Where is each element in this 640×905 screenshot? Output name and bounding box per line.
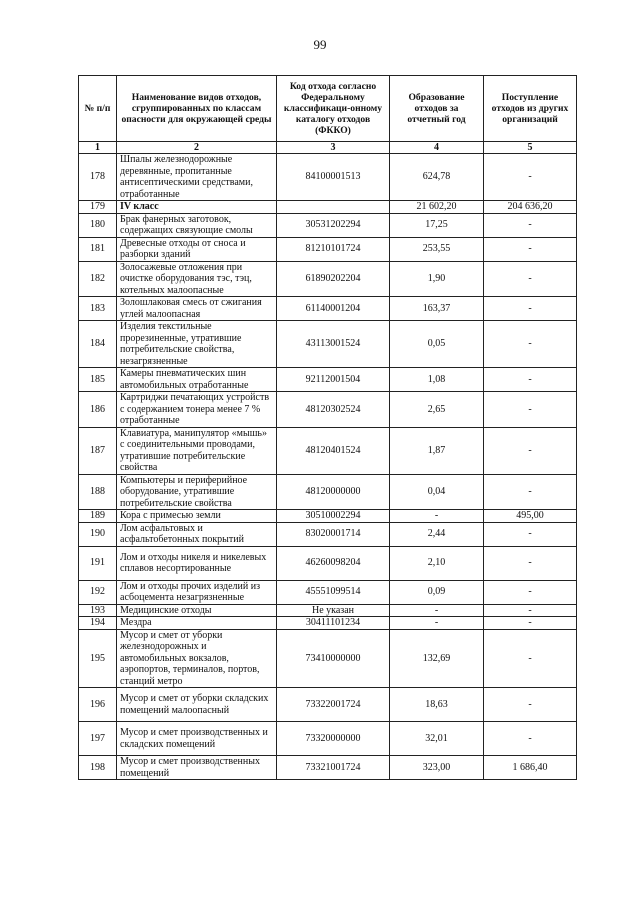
table-row — [79, 368, 577, 392]
formed-amount: 18,63 — [390, 688, 484, 722]
fkko-code: 92112001504 — [277, 368, 390, 392]
fkko-code: 83020001714 — [277, 522, 390, 546]
waste-name: Золошлаковая смесь от сжигания углей малоопасная — [117, 297, 277, 321]
row-number: 187 — [79, 427, 117, 474]
formed-amount: 1,87 — [390, 427, 484, 474]
column-number-row — [79, 142, 577, 154]
row-number: 194 — [79, 617, 117, 630]
row-number: 180 — [79, 213, 117, 237]
formed-amount: 2,65 — [390, 392, 484, 428]
received-amount: - — [484, 580, 577, 604]
table-row — [79, 617, 577, 630]
formed-amount: 2,10 — [390, 546, 484, 580]
row-number: 185 — [79, 368, 117, 392]
waste-name: Мусор и смет от уборки железнодорожных и автомобильных вокзалов, аэропортов, терминалов, портов, станций метро — [117, 629, 277, 688]
waste-name: Компьютеры и периферийное оборудование, утратившие потребительские свойства — [117, 474, 277, 510]
page-number: 99 — [313, 37, 327, 52]
received-amount: - — [484, 321, 577, 368]
waste-name: Шпалы железнодорожные деревянные, пропитанные антисептическими средствами, отработанные — [117, 154, 277, 201]
fkko-code: Не указан — [277, 604, 390, 617]
fkko-code: 73321001724 — [277, 756, 390, 780]
formed-amount: 0,04 — [390, 474, 484, 510]
table-row — [79, 201, 577, 214]
formed-amount: 132,69 — [390, 629, 484, 688]
column-number: 5 — [484, 142, 577, 154]
waste-name: Мусор и смет производственных помещений — [117, 756, 277, 780]
fkko-code: 73322001724 — [277, 688, 390, 722]
table-row — [79, 604, 577, 617]
received-amount: - — [484, 427, 577, 474]
waste-name: Медицинские отходы — [117, 604, 277, 617]
waste-name: Древесные отходы от сноса и разборки зданий — [117, 237, 277, 261]
table-row — [79, 629, 577, 688]
received-amount: - — [484, 368, 577, 392]
fkko-code: 48120000000 — [277, 474, 390, 510]
fkko-code: 73410000000 — [277, 629, 390, 688]
row-number: 197 — [79, 722, 117, 756]
fkko-code: 73320000000 — [277, 722, 390, 756]
received-amount: - — [484, 154, 577, 201]
row-number: 181 — [79, 237, 117, 261]
table-row — [79, 261, 577, 297]
received-amount: - — [484, 261, 577, 297]
table-row — [79, 474, 577, 510]
header-number: № п/п — [79, 76, 117, 142]
row-number: 179 — [79, 201, 117, 214]
received-amount: - — [484, 617, 577, 630]
fkko-code: 48120401524 — [277, 427, 390, 474]
received-amount: 1 686,40 — [484, 756, 577, 780]
waste-name: Лом и отходы никеля и никелевых сплавов несортированные — [117, 546, 277, 580]
table-row — [79, 321, 577, 368]
table-row — [79, 688, 577, 722]
formed-amount: - — [390, 510, 484, 523]
waste-name: IV класс — [117, 201, 277, 214]
table-row — [79, 237, 577, 261]
received-amount: - — [484, 522, 577, 546]
table-row — [79, 427, 577, 474]
waste-name: Картриджи печатающих устройств с содержанием тонера менее 7 % отработанные — [117, 392, 277, 428]
row-number: 183 — [79, 297, 117, 321]
column-number: 4 — [390, 142, 484, 154]
row-number: 190 — [79, 522, 117, 546]
waste-name: Мусор и смет производственных и складских помещений — [117, 722, 277, 756]
table-row — [79, 580, 577, 604]
table-body — [79, 154, 577, 780]
waste-name: Мездра — [117, 617, 277, 630]
fkko-code: 30510002294 — [277, 510, 390, 523]
received-amount: - — [484, 213, 577, 237]
table-row — [79, 756, 577, 780]
formed-amount: 1,90 — [390, 261, 484, 297]
received-amount: 204 636,20 — [484, 201, 577, 214]
waste-name: Золосажевые отложения при очистке оборудования тэс, тэц, котельных малоопасные — [117, 261, 277, 297]
fkko-code: 61140001204 — [277, 297, 390, 321]
waste-name: Лом асфальтовых и асфальтобетонных покрытий — [117, 522, 277, 546]
formed-amount: 2,44 — [390, 522, 484, 546]
fkko-code: 48120302524 — [277, 392, 390, 428]
column-number: 1 — [79, 142, 117, 154]
column-number: 3 — [277, 142, 390, 154]
table-row — [79, 154, 577, 201]
formed-amount: 0,05 — [390, 321, 484, 368]
header-waste-name: Наименование видов отходов, сгруппированных по классам опасности для окружающей среды — [117, 76, 277, 142]
fkko-code: 84100001513 — [277, 154, 390, 201]
formed-amount: 1,08 — [390, 368, 484, 392]
row-number: 186 — [79, 392, 117, 428]
table-row — [79, 213, 577, 237]
row-number: 189 — [79, 510, 117, 523]
formed-amount: - — [390, 604, 484, 617]
received-amount: - — [484, 237, 577, 261]
row-number: 188 — [79, 474, 117, 510]
row-number: 191 — [79, 546, 117, 580]
formed-amount: 624,78 — [390, 154, 484, 201]
table-row — [79, 546, 577, 580]
received-amount: - — [484, 474, 577, 510]
fkko-code: 30531202294 — [277, 213, 390, 237]
column-number: 2 — [117, 142, 277, 154]
header-fkko-code: Код отхода согласно Федеральному классификаци-онному каталогу отходов (ФККО) — [277, 76, 390, 142]
waste-name: Клавиатура, манипулятор «мышь» с соединительными проводами, утратившие потребительские свойства — [117, 427, 277, 474]
row-number: 182 — [79, 261, 117, 297]
formed-amount: 0,09 — [390, 580, 484, 604]
row-number: 184 — [79, 321, 117, 368]
received-amount: 495,00 — [484, 510, 577, 523]
table-header — [79, 76, 577, 154]
received-amount: - — [484, 629, 577, 688]
waste-name: Брак фанерных заготовок, содержащих связующие смолы — [117, 213, 277, 237]
received-amount: - — [484, 546, 577, 580]
row-number: 196 — [79, 688, 117, 722]
row-number: 198 — [79, 756, 117, 780]
formed-amount: 32,01 — [390, 722, 484, 756]
waste-name: Изделия текстильные прорезиненные, утратившие потребительские свойства, незагрязненные — [117, 321, 277, 368]
header-received: Поступление отходов из других организаций — [484, 76, 577, 142]
header-formed: Образование отходов за отчетный год — [390, 76, 484, 142]
waste-name: Камеры пневматических шин автомобильных отработанные — [117, 368, 277, 392]
received-amount: - — [484, 722, 577, 756]
table-row — [79, 392, 577, 428]
formed-amount: 253,55 — [390, 237, 484, 261]
fkko-code — [277, 201, 390, 214]
table-row — [79, 522, 577, 546]
fkko-code: 81210101724 — [277, 237, 390, 261]
formed-amount: - — [390, 617, 484, 630]
table-row — [79, 510, 577, 523]
waste-table — [78, 75, 577, 780]
table-row — [79, 297, 577, 321]
fkko-code: 45551099514 — [277, 580, 390, 604]
formed-amount: 17,25 — [390, 213, 484, 237]
waste-name: Лом и отходы прочих изделий из асбоцемента незагрязненные — [117, 580, 277, 604]
row-number: 193 — [79, 604, 117, 617]
formed-amount: 323,00 — [390, 756, 484, 780]
received-amount: - — [484, 688, 577, 722]
fkko-code: 30411101234 — [277, 617, 390, 630]
waste-name: Кора с примесью земли — [117, 510, 277, 523]
received-amount: - — [484, 297, 577, 321]
waste-name: Мусор и смет от уборки складских помещений малоопасный — [117, 688, 277, 722]
formed-amount: 21 602,20 — [390, 201, 484, 214]
table-row — [79, 722, 577, 756]
row-number: 178 — [79, 154, 117, 201]
received-amount: - — [484, 392, 577, 428]
fkko-code: 61890202204 — [277, 261, 390, 297]
row-number: 195 — [79, 629, 117, 688]
fkko-code: 43113001524 — [277, 321, 390, 368]
formed-amount: 163,37 — [390, 297, 484, 321]
row-number: 192 — [79, 580, 117, 604]
received-amount: - — [484, 604, 577, 617]
fkko-code: 46260098204 — [277, 546, 390, 580]
